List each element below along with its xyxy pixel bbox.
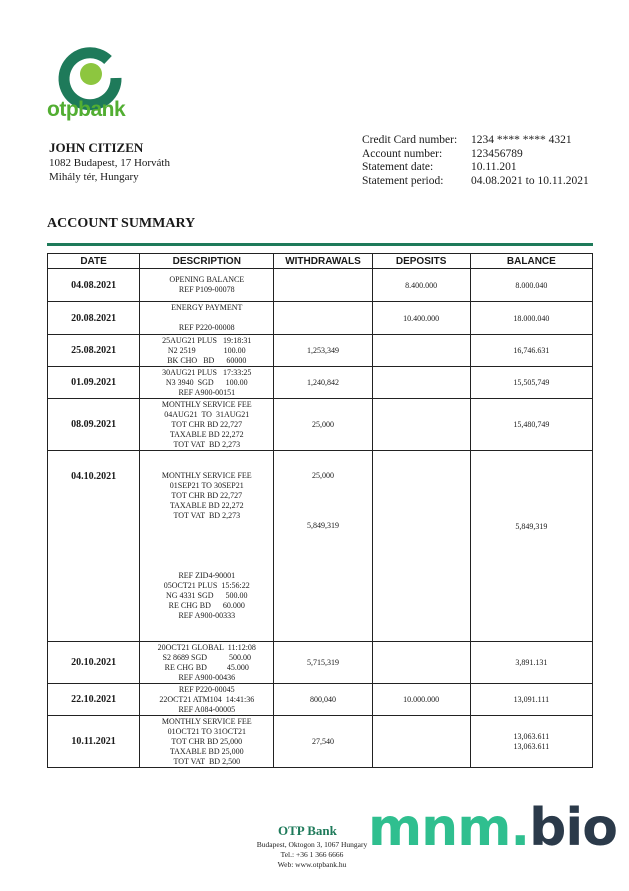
table-row — [48, 335, 593, 367]
info-row-date — [362, 161, 589, 175]
col-header-date: DATE — [48, 254, 140, 269]
row-deposit — [372, 642, 470, 684]
row-deposit — [372, 367, 470, 399]
row-date: 10.11.2021 — [48, 716, 140, 768]
row-withdrawal: 5,715,319 — [274, 642, 372, 684]
info-row-period — [362, 175, 589, 189]
transactions-table — [47, 253, 593, 768]
watermark-part: bio — [529, 798, 617, 858]
row-deposit — [372, 716, 470, 768]
col-header-deposits: DEPOSITS — [372, 254, 470, 269]
col-header-description: DESCRIPTION — [140, 254, 274, 269]
footer-phone: Tel.: +36 1 366 6666 — [280, 850, 344, 859]
row-withdrawal: 800,040 — [274, 684, 372, 716]
table-row — [48, 399, 593, 451]
row-description: 30AUG21 PLUS 17:33:25 N3 3940 SGD 100.00 REF A900-00151 — [140, 367, 274, 399]
info-row-card — [362, 134, 589, 148]
section-divider — [47, 243, 593, 246]
row-deposit — [372, 451, 470, 642]
desc-gap — [140, 541, 273, 551]
table-row — [48, 451, 593, 642]
row-withdrawal — [274, 269, 372, 302]
info-row-account — [362, 148, 589, 162]
footer-contact — [244, 840, 380, 870]
desc-part: MONTHLY SERVICE FEE 01SEP21 TO 30SEP21 TOT CHR BD 22,727 TAXABLE BD 22,272 TOT VAT BD 2,273 — [161, 471, 252, 520]
table-row — [48, 302, 593, 335]
row-balance: 15,480,749 — [470, 399, 592, 451]
desc-part: REF ZID4-90001 05OCT21 PLUS 15:56:22 NG 4331 SGD 500.00 RE CHG BD 60.000 REF A900-00333 — [163, 571, 250, 620]
row-withdrawal: 25,000 — [274, 399, 372, 451]
row-balance: 15,505,749 — [470, 367, 592, 399]
row-balance: 13,063.611 13,063.611 — [470, 716, 592, 768]
table-row — [48, 367, 593, 399]
row-date: 22.10.2021 — [48, 684, 140, 716]
info-label: Statement period: — [362, 174, 444, 187]
logo-wordmark: otpbank — [47, 98, 126, 121]
col-header-withdrawals: WITHDRAWALS — [274, 254, 372, 269]
row-withdrawal — [274, 451, 372, 642]
address-line-2: Mihály tér, Hungary — [49, 171, 139, 183]
table-row — [48, 684, 593, 716]
address-line-1: 1082 Budapest, 17 Horváth — [49, 157, 170, 169]
row-date: 04.10.2021 — [48, 451, 140, 642]
statement-info — [362, 134, 589, 188]
row-balance: 3,891.131 — [470, 642, 592, 684]
row-description: REF P220-00045 22OCT21 ATM104 14:41:36 REF A084-00005 — [140, 684, 274, 716]
row-withdrawal: 27,540 — [274, 716, 372, 768]
row-description — [140, 451, 274, 642]
footer-web: Web: www.otpbank.hu — [277, 860, 347, 869]
row-date: 20.08.2021 — [48, 302, 140, 335]
row-date: 20.10.2021 — [48, 642, 140, 684]
footer-address: Budapest, Oktogon 3, 1067 Hungary — [256, 840, 368, 849]
row-withdrawal: 1,253,349 — [274, 335, 372, 367]
info-value: 10.11.201 — [471, 161, 517, 173]
row-description: ENERGY PAYMENT REF P220-00008 — [140, 302, 274, 335]
info-value: 04.08.2021 to 10.11.2021 — [471, 174, 589, 187]
table-row — [48, 269, 593, 302]
row-date: 01.09.2021 — [48, 367, 140, 399]
info-label: Credit Card number: — [362, 134, 458, 146]
row-date: 04.08.2021 — [48, 269, 140, 302]
row-balance: 13,091.111 — [470, 684, 592, 716]
row-description: 25AUG21 PLUS 19:18:31 N2 2519 100.00 BK CHO BD 60000 — [140, 335, 274, 367]
row-balance — [470, 451, 592, 642]
row-description: 20OCT21 GLOBAL 11:12:08 S2 8689 SGD 500.00 RE CHG BD 45.000 REF A900-00436 — [140, 642, 274, 684]
amount: 25,000 — [311, 471, 334, 480]
customer-name: JOHN CITIZEN — [49, 140, 144, 155]
row-description: OPENING BALANCE REF P109-00078 — [140, 269, 274, 302]
row-deposit: 8.400.000 — [372, 269, 470, 302]
row-description: MONTHLY SERVICE FEE 01OCT21 TO 31OCT21 TOT CHR BD 25,000 TAXABLE BD 25,000 TOT VAT BD 2,500 — [140, 716, 274, 768]
row-deposit: 10.400.000 — [372, 302, 470, 335]
info-label: Statement date: — [362, 161, 434, 173]
col-header-balance: BALANCE — [470, 254, 592, 269]
watermark-part: mnm. — [368, 798, 530, 858]
row-description: MONTHLY SERVICE FEE 04AUG21 TO 31AUG21 TOT CHR BD 22,727 TAXABLE BD 22,272 TOT VAT BD 2,273 — [140, 399, 274, 451]
table-row — [48, 642, 593, 684]
footer-bank-name: OTP Bank — [278, 823, 337, 838]
row-balance: 18.000.040 — [470, 302, 592, 335]
amount: 5,849,319 — [515, 522, 548, 531]
section-title: ACCOUNT SUMMARY — [47, 216, 196, 231]
watermark — [368, 798, 617, 858]
row-date: 08.09.2021 — [48, 399, 140, 451]
row-balance: 8.000.040 — [470, 269, 592, 302]
row-deposit — [372, 399, 470, 451]
info-value: 123456789 — [471, 147, 523, 160]
customer-address — [49, 156, 170, 184]
table-header-row — [48, 254, 593, 269]
table-row — [48, 716, 593, 768]
info-label: Account number: — [362, 147, 443, 160]
amount: 5,849,319 — [306, 521, 339, 530]
row-date: 25.08.2021 — [48, 335, 140, 367]
row-withdrawal: 1,240,842 — [274, 367, 372, 399]
row-withdrawal — [274, 302, 372, 335]
row-deposit: 10.000.000 — [372, 684, 470, 716]
row-deposit — [372, 335, 470, 367]
row-balance: 16,746.631 — [470, 335, 592, 367]
info-value: 1234 **** **** 4321 — [471, 134, 572, 146]
